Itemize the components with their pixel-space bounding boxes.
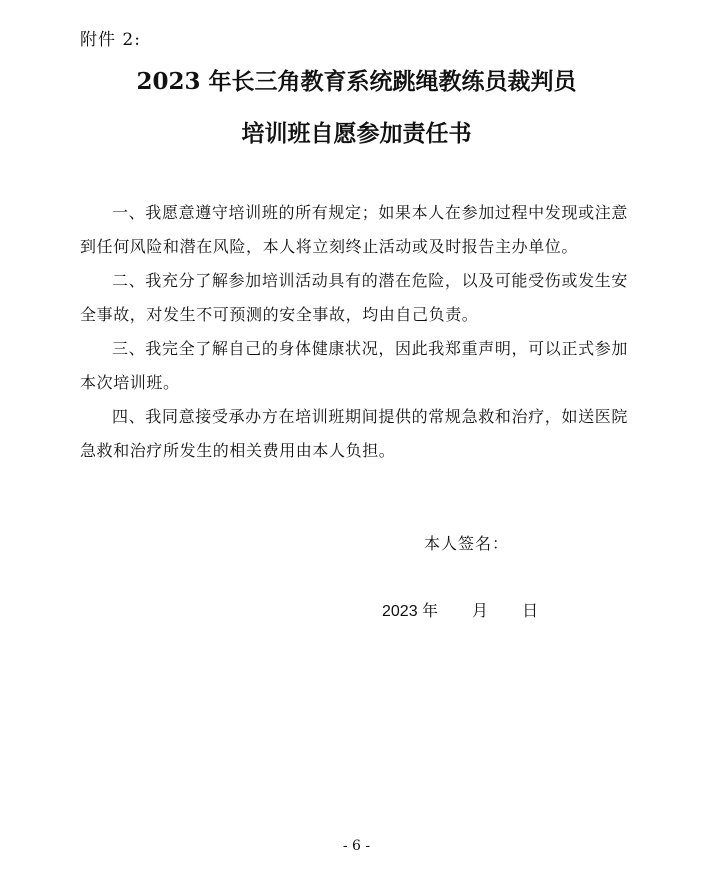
document-title-line-1: 2023 年长三角教育系统跳绳教练员裁判员 bbox=[136, 68, 577, 95]
clause-3: 三、我完全了解自己的身体健康状况，因此我郑重声明，可以正式参加本次培训班。 bbox=[80, 339, 628, 392]
date-month: 月 bbox=[472, 603, 489, 620]
attachment-label: 附件 2: bbox=[80, 30, 141, 50]
document-body bbox=[80, 196, 628, 468]
clause-2: 二、我充分了解参加培训活动具有的潜在危险，以及可能受伤或发生安全事故，对发生不可预测的安全事故，均由自己负责。 bbox=[80, 271, 628, 324]
date-year: 2023 年 bbox=[382, 603, 439, 620]
signature-label: 本人签名： bbox=[424, 534, 510, 553]
clause-1: 一、我愿意遵守培训班的所有规定；如果本人在参加过程中发现或注意到任何风险和潜在风险，本人将立刻终止活动或及时报告主办单位。 bbox=[80, 203, 628, 256]
page-number: - 6 - bbox=[342, 838, 371, 854]
document-title-line-2: 培训班自愿参加责任书 bbox=[241, 120, 472, 147]
clause-4: 四、我同意接受承办方在培训班期间提供的常规急救和治疗，如送医院急救和治疗所发生的相关费用由本人负担。 bbox=[80, 407, 628, 460]
date-day: 日 bbox=[522, 603, 539, 620]
date-line bbox=[382, 601, 538, 623]
